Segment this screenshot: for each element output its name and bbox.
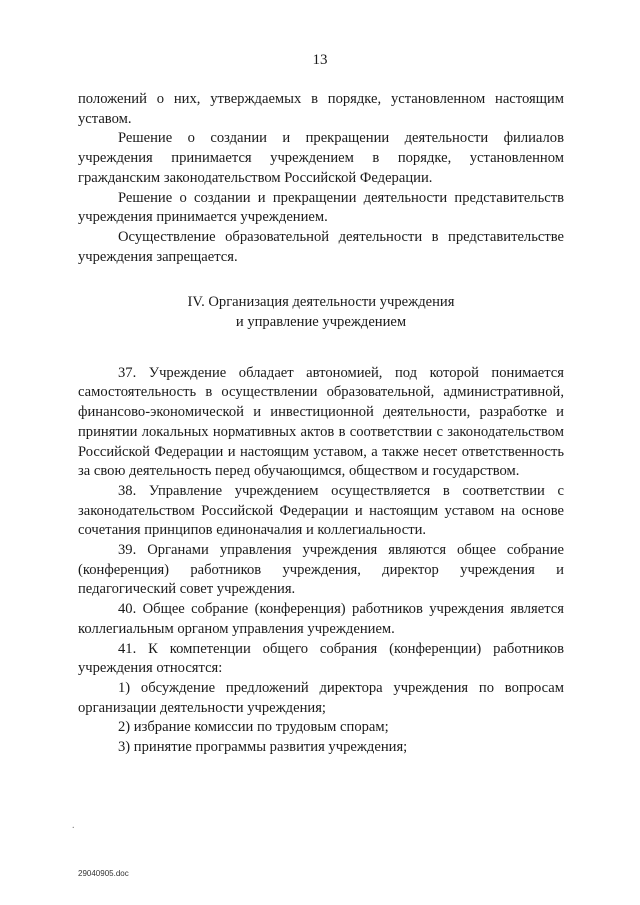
- clause-38: 38. Управление учреждением осуществляется в соответствии с законодательством Российской Федерации и настоящим уставом на основе сочетания принципов единоначалия и коллегиальности.: [78, 482, 564, 539]
- section-heading: [78, 293, 564, 332]
- clause-37: 37. Учреждение обладает автономией, под которой понимается самостоятельность в осуществлении образовательной, административной, финансово-экономической и инвестиционной деятельности, разработке и принятии локальных нормативных актов в соответствии с законодательством Российской Федерации и настоящим уставом, а также несет ответственность за свою деятельность перед обучающимся, обществом и государством.: [78, 364, 564, 480]
- section-heading-line: IV. Организация деятельности учреждения: [187, 294, 455, 311]
- document-body: [78, 90, 564, 758]
- footer-filename: 29040905.doc: [78, 869, 129, 878]
- stray-dot: .: [72, 820, 75, 831]
- page-number: 13: [312, 52, 328, 68]
- list-item: 3) принятие программы развития учреждения;: [118, 739, 408, 756]
- section-heading-line: и управление учреждением: [235, 314, 407, 331]
- list-item: 1) обсуждение предложений директора учреждения по вопросам организации деятельности учреждения;: [78, 679, 564, 716]
- paragraph: Решение о создании и прекращении деятельности филиалов учреждения принимается учреждением в порядке, установленном гражданским законодательством Российской Федерации.: [78, 130, 564, 186]
- paragraph: положений о них, утверждаемых в порядке, установленном настоящим уставом.: [78, 91, 564, 127]
- clause-40: 40. Общее собрание (конференция) работников учреждения является коллегиальным органом управления учреждением.: [78, 601, 564, 637]
- paragraph: Осуществление образовательной деятельности в представительстве учреждения запрещается.: [78, 228, 564, 265]
- paragraph: Решение о создании и прекращении деятельности представительств учреждения принимается учреждением.: [78, 189, 564, 226]
- clause-41: 41. К компетенции общего собрания (конференции) работников учреждения относятся:: [78, 640, 564, 677]
- list-item: 2) избрание комиссии по трудовым спорам;: [118, 719, 389, 736]
- clause-39: 39. Органами управления учреждения являются общее собрание (конференция) работников учреждения, директор учреждения и педагогический совет учреждения.: [78, 542, 564, 598]
